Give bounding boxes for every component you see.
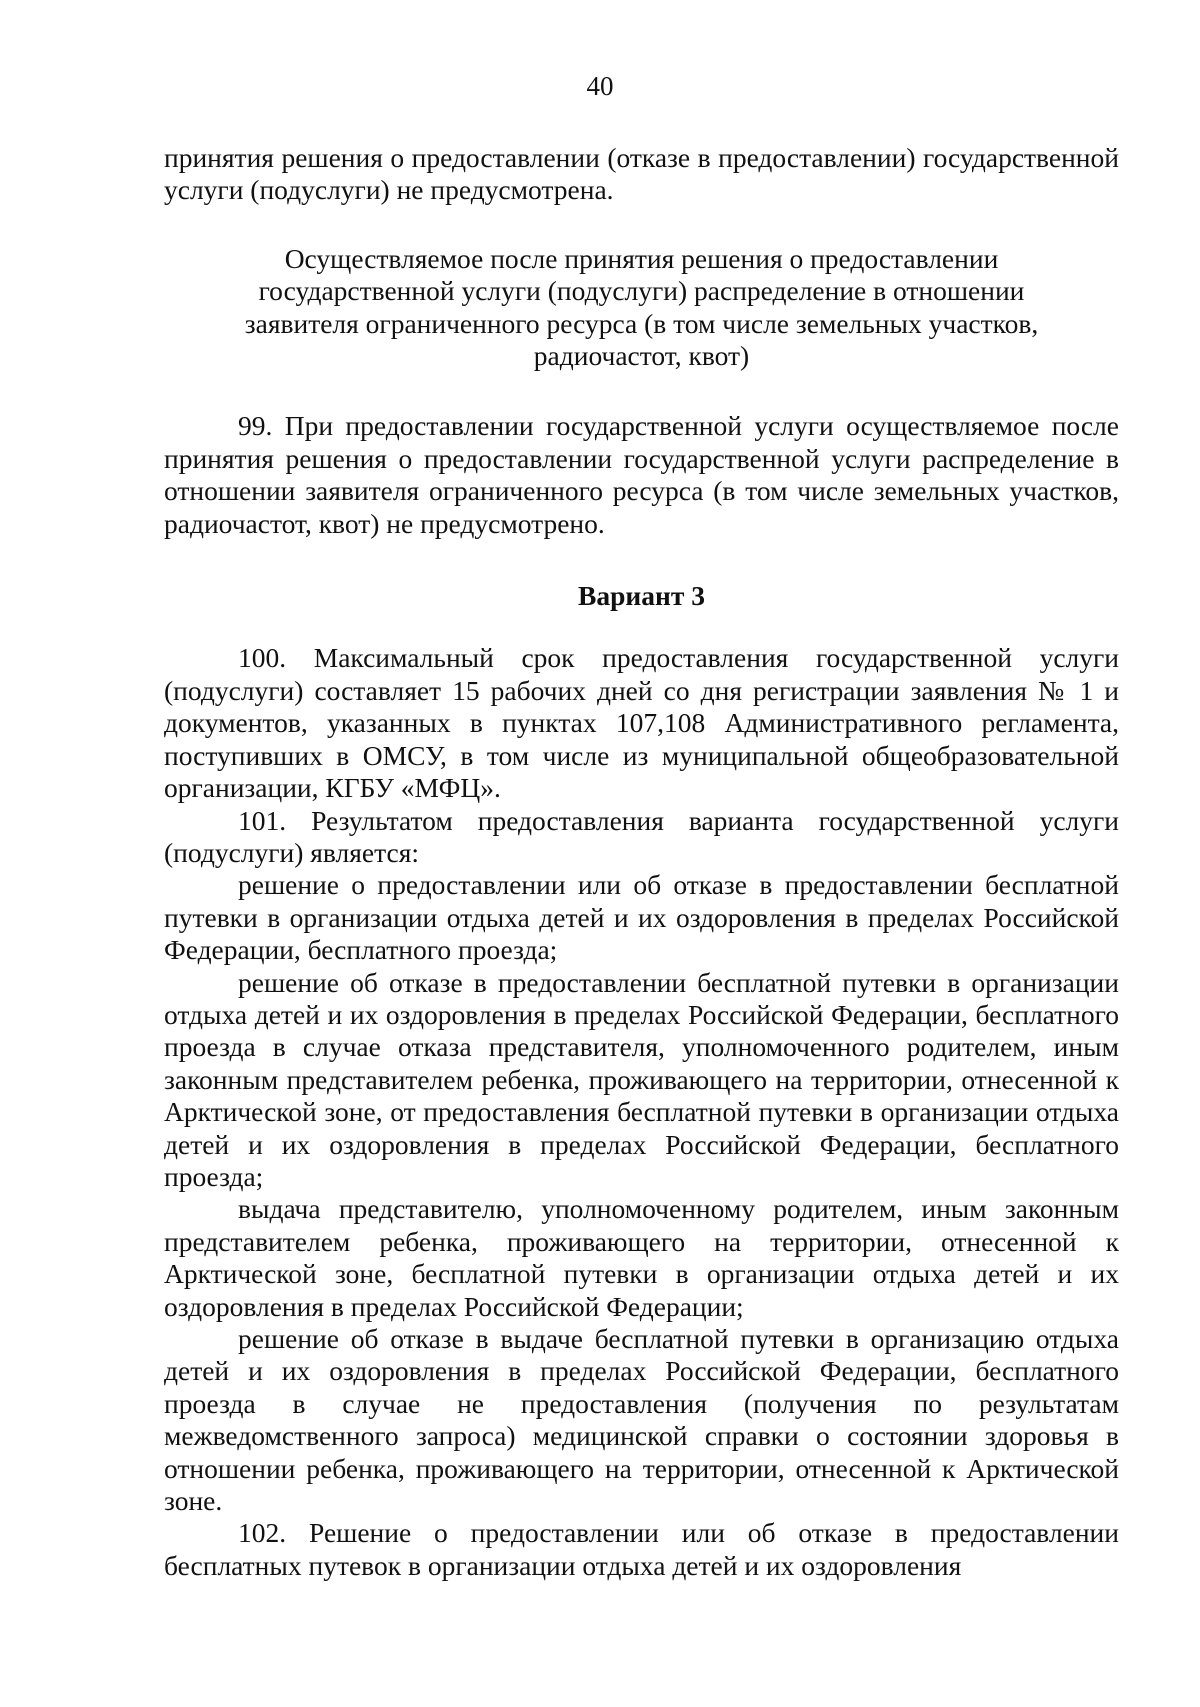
document-body <box>164 142 1119 1582</box>
paragraph-continuation: принятия решения о предоставлении (отказе в предоставлении) государственной услуги (подуслуги) не предусмотрена. <box>164 142 1119 206</box>
section-subheading: Осуществляемое после принятия решения о предоставлении государственной услуги (подуслуги) распределение в отношении заявителя ограниченного ресурса (в том числе земельных участков, радиочастот, квот) <box>244 242 1039 372</box>
paragraph-101: 101. Результатом предоставления варианта государственной услуги (подуслуги) является: <box>164 804 1119 868</box>
paragraph-100: 100. Максимальный срок предоставления государственной услуги (подуслуги) составляет 15 рабочих дней со дня регистрации заявления № 1 и документов, указанных в пунктах 107,108 Административного регламента, поступивших в ОМСУ, в том числе из муниципальной общеобразовательной организации, КГБУ «МФЦ». <box>164 642 1119 804</box>
page-number: 40 <box>586 71 614 101</box>
paragraph-101-item: решение о предоставлении или об отказе в предоставлении бесплатной путевки в организации отдыха детей и их оздоровления в пределах Российской Федерации, бесплатного проезда; <box>164 869 1119 966</box>
paragraph-102: 102. Решение о предоставлении или об отказе в предоставлении бесплатных путевок в организации отдыха детей и их оздоровления <box>164 1517 1119 1581</box>
paragraph-101-item: выдача представителю, уполномоченному родителем, иным законным представителем ребенка, проживающего на территории, отнесенной к Арктической зоне, бесплатной путевки в организации отдыха детей и их оздоровления в пределах Российской Федерации; <box>164 1193 1119 1322</box>
paragraph-101-item: решение об отказе в выдаче бесплатной путевки в организацию отдыха детей и их оздоровления в пределах Российской Федерации, бесплатного проезда в случае не предоставления (получения по результатам межведомственного запроса) медицинской справки о состоянии здоровья в отношении ребенка, проживающего на территории, отнесенной к Арктической зоне. <box>164 1323 1119 1517</box>
paragraph-101-item: решение об отказе в предоставлении бесплатной путевки в организации отдыха детей и их оздоровления в пределах Российской Федерации, бесплатного проезда в случае отказа представителя, уполномоченного родителем, иным законным представителем ребенка, проживающего на территории, отнесенной к Арктической зоне, от предоставления бесплатной путевки в организации отдыха детей и их оздоровления в пределах Российской Федерации, бесплатного проезда; <box>164 966 1119 1192</box>
paragraph-99: 99. При предоставлении государственной услуги осуществляемое после принятия решения о предоставлении государственной услуги распределение в отношении заявителя ограниченного ресурса (в том числе земельных участков, радиочастот, квот) не предусмотрено. <box>164 410 1119 539</box>
variant-heading: Вариант 3 <box>578 580 705 612</box>
